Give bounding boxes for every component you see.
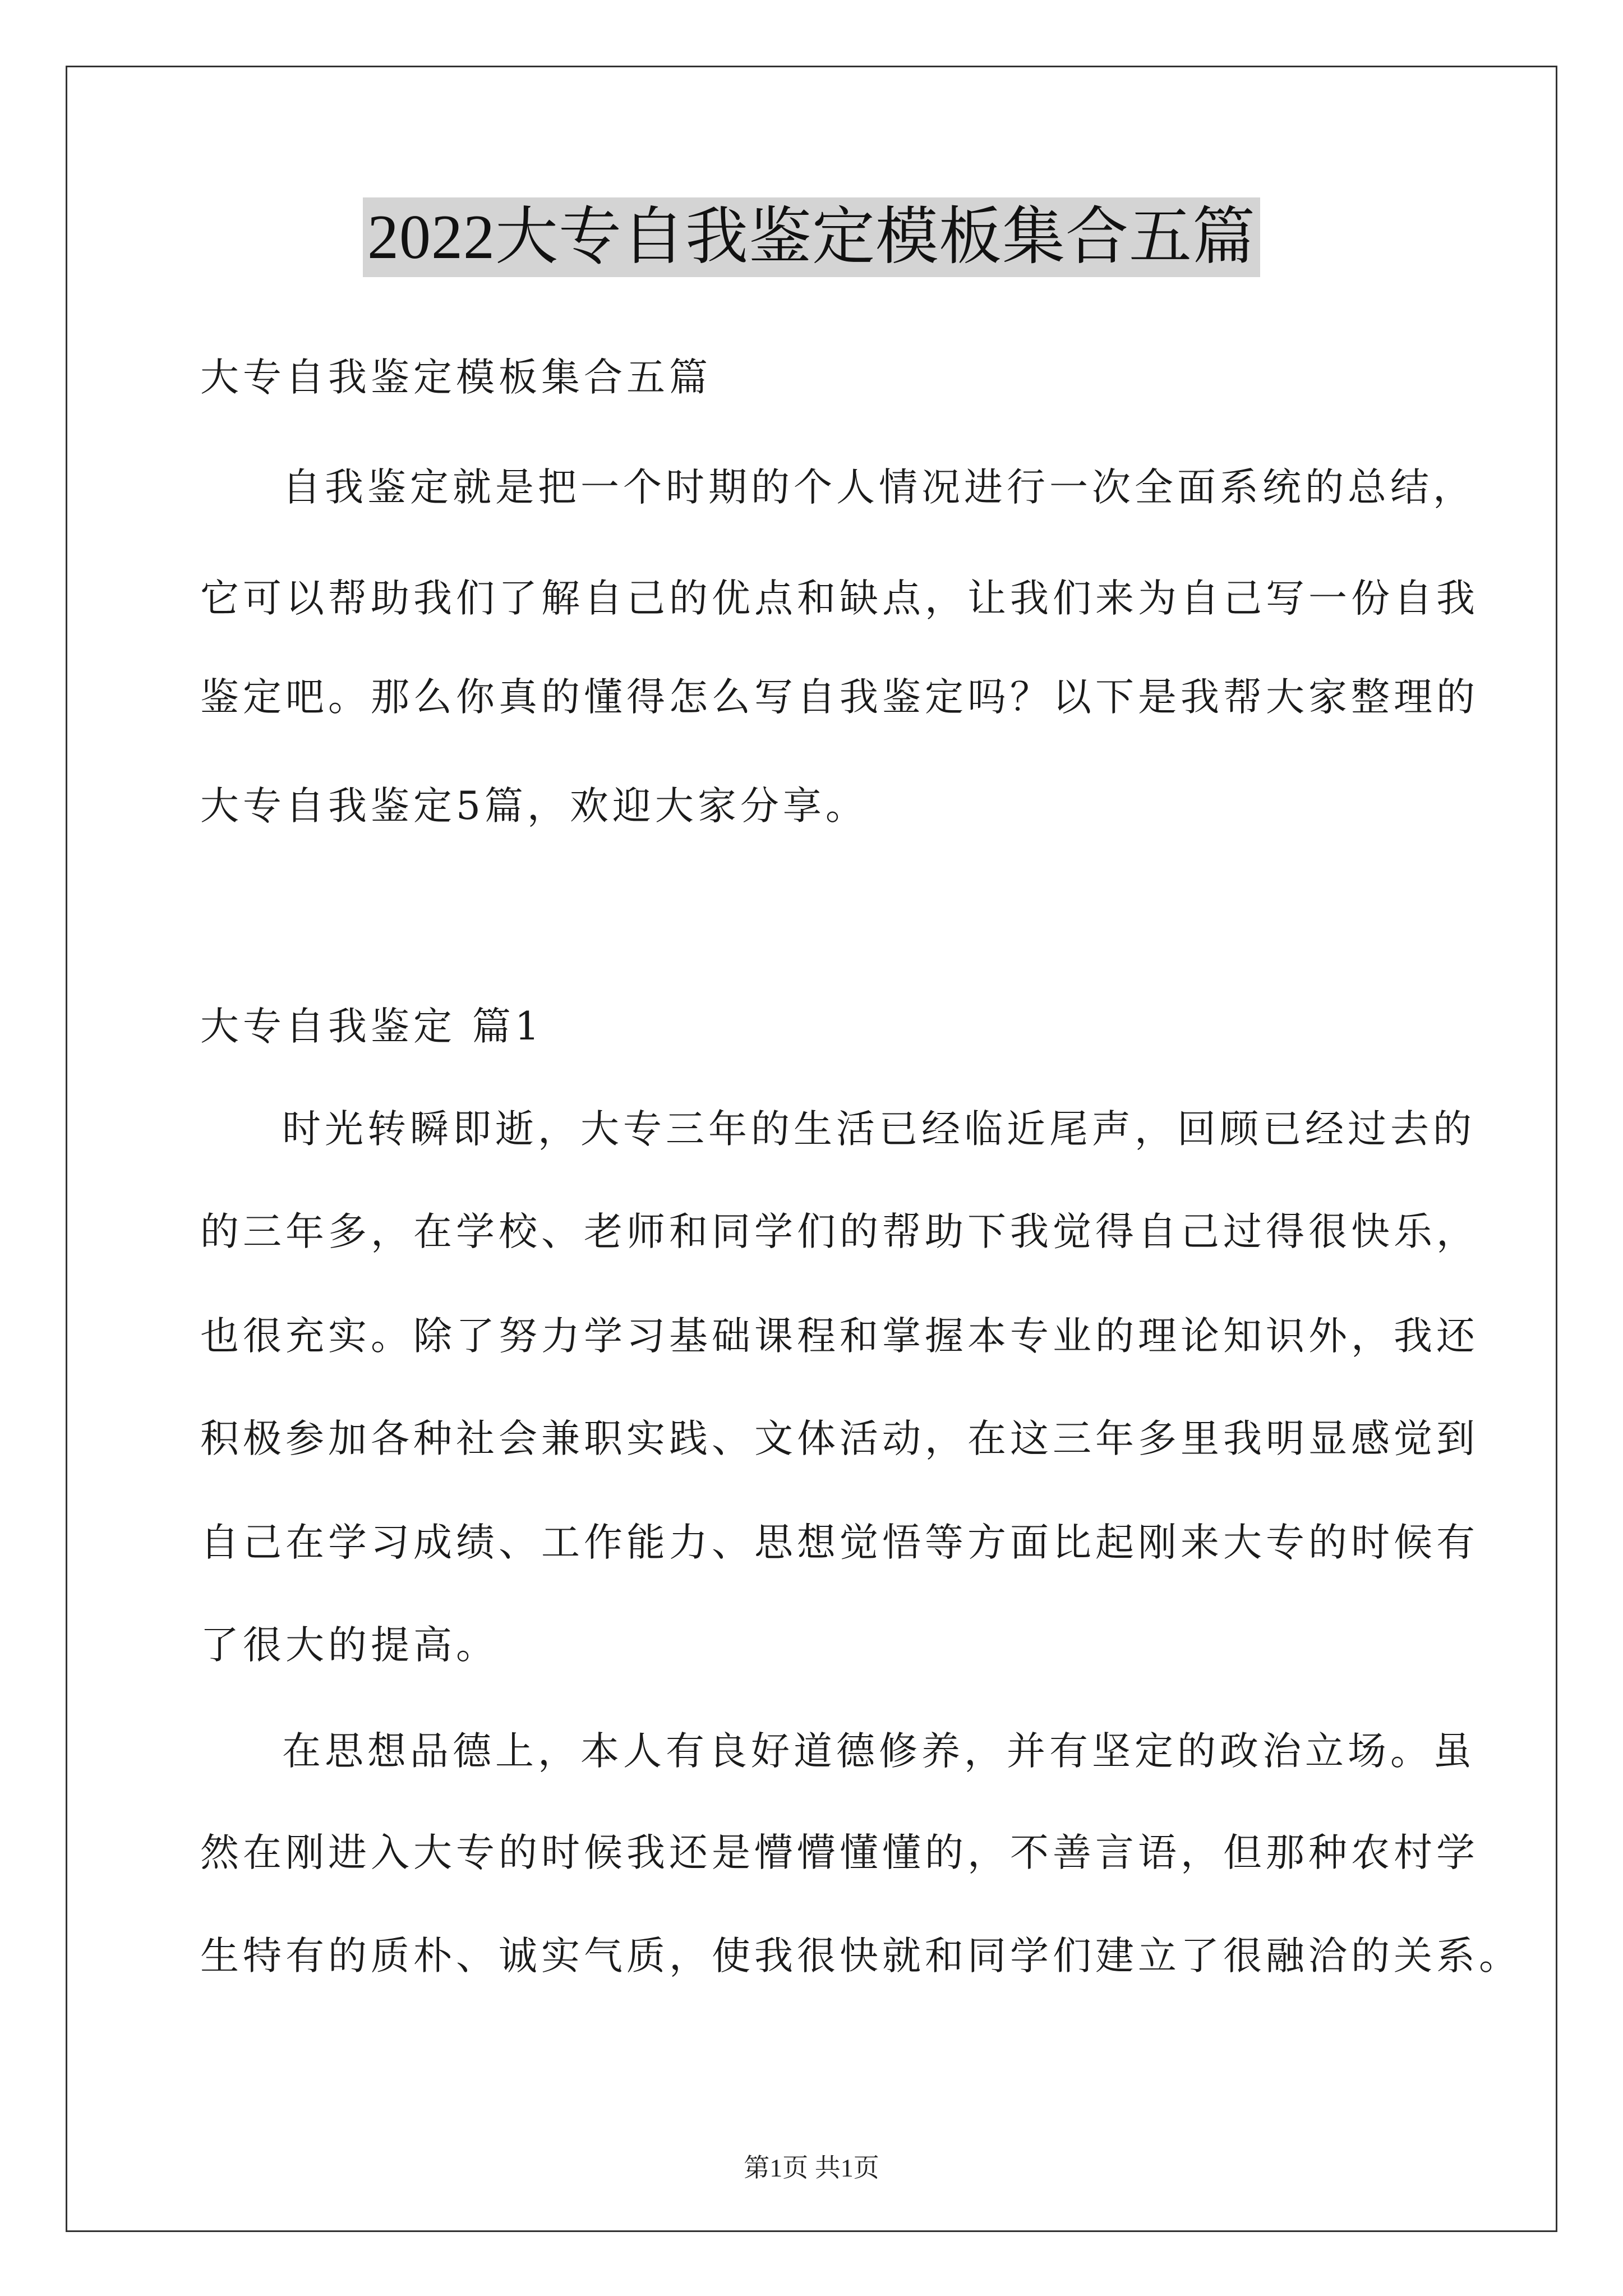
- intro-line: 它可以帮助我们了解自己的优点和缺点，让我们来为自己写一份自我: [200, 576, 1479, 621]
- paragraph-line: 的三年多，在学校、老师和同学们的帮助下我觉得自己过得很快乐，: [200, 1209, 1479, 1254]
- page-footer: 第1页 共1页: [744, 2154, 879, 2182]
- intro-line: 自我鉴定就是把一个时期的个人情况进行一次全面系统的总结，: [282, 465, 1476, 510]
- intro-line: 大专自我鉴定5篇，欢迎大家分享。: [200, 784, 868, 829]
- paragraph-line: 然在刚进入大专的时候我还是懵懵懂懂的，不善言语，但那种农村学: [200, 1830, 1479, 1875]
- document-title: 2022大专自我鉴定模板集合五篇: [363, 197, 1260, 277]
- paragraph-line: 在思想品德上，本人有良好道德修养，并有坚定的政治立场。虽: [282, 1729, 1476, 1774]
- paragraph-line: 了很大的提高。: [200, 1623, 499, 1668]
- subtitle: 大专自我鉴定模板集合五篇: [200, 355, 712, 400]
- paragraph-line: 生特有的质朴、诚实气质，使我很快就和同学们建立了很融洽的关系。: [200, 1934, 1521, 1978]
- intro-line: 鉴定吧。那么你真的懂得怎么写自我鉴定吗？以下是我帮大家整理的: [200, 675, 1479, 720]
- paragraph-line: 时光转瞬即逝，大专三年的生活已经临近尾声，回顾已经过去的: [282, 1107, 1476, 1152]
- paragraph-line: 也很充实。除了努力学习基础课程和掌握本专业的理论知识外，我还: [200, 1314, 1479, 1359]
- paragraph-line: 自己在学习成绩、工作能力、思想觉悟等方面比起刚来大专的时候有: [200, 1520, 1479, 1565]
- title-container: [0, 197, 1623, 277]
- paragraph-line: 积极参加各种社会兼职实践、文体活动，在这三年多里我明显感觉到: [200, 1416, 1479, 1461]
- section-heading: 大专自我鉴定 篇1: [200, 1004, 543, 1049]
